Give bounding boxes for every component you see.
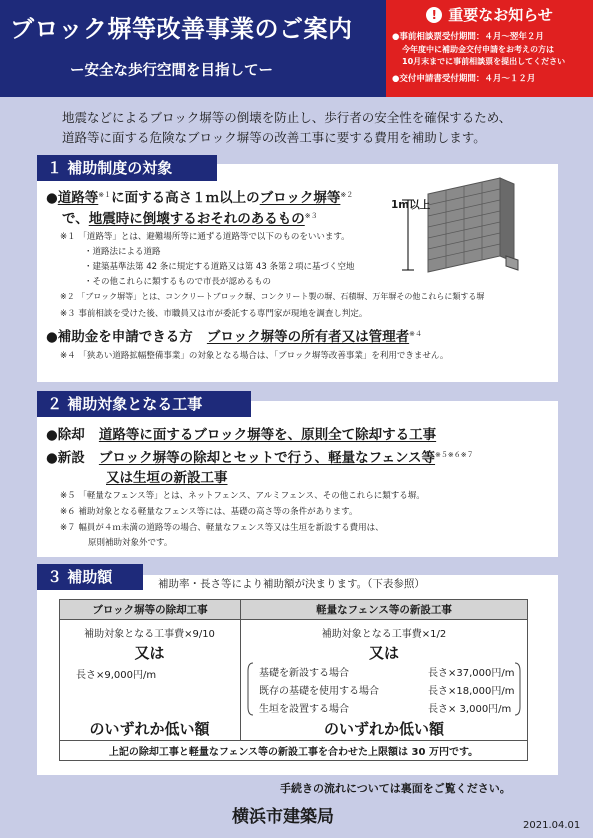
fence-existing-foundation-rate: 長さ×18,000円/m — [428, 686, 515, 697]
removal-lower: のいずれか低い額 — [89, 720, 210, 738]
section2-heading: ２ 補助対象となる工事 — [37, 391, 251, 417]
fence-hedge-rate: 長さ× 3,000円/m — [428, 704, 512, 715]
removal-or: 又は — [134, 644, 165, 662]
note-7: ※７ 幅員が４ｍ未満の道路等の場合、軽量なフェンス等又は生垣を新設する費用は、 — [60, 523, 384, 533]
important-notice-box — [386, 0, 593, 97]
subsidy-amount-table — [59, 599, 528, 761]
section3-lead: 補助率・長さ等により補助額が決まります。（下表参照） — [158, 578, 425, 590]
notice-note-1: 今年度中に補助金交付申請をお考えの方は — [402, 45, 554, 54]
eligible-applicant: ●補助金を申請できる方 ブロック塀等の所有者又は管理者$^{※4}$ — [46, 329, 422, 345]
fence-new-foundation-label: 基礎を新設する場合 — [259, 668, 349, 679]
note-7-cont: 原則補助対象外です。 — [88, 538, 173, 548]
new-work-line-2: 又は生垣の新設工事 — [106, 470, 228, 486]
fence-lower: のいずれか低い額 — [323, 720, 444, 738]
note-3: ※３ 事前相談を受けた後、市職員又は市が委託する専門家が現地を調査し判定。 — [60, 309, 368, 319]
page-subtitle: ー安全な歩行空間を目指してー — [70, 63, 273, 79]
intro-text: 地震などによるブロック塀等の倒壊を防止し、歩行者の安全性を確保するため、 道路等に面する危険なブロック塀等の改善工事に要する費用を補助します。 — [62, 110, 512, 145]
issue-date: 2021.04.01 — [523, 820, 581, 831]
note-1-item-b: ・建築基準法第 42 条に規定する道路又は第 43 条第２項に基づく空地 — [84, 262, 355, 272]
notice-title: ! 重要なお知らせ — [386, 4, 593, 25]
note-1-item-a: ・道路法による道路 — [84, 247, 161, 257]
removal-rate: 補助対象となる工事費×9/10 — [84, 629, 215, 640]
target-line-2: で、地震時に倒壊するおそれのあるもの$^{※3}$ — [62, 211, 318, 227]
fence-existing-foundation-label: 既存の基礎を使用する場合 — [259, 686, 379, 697]
note-4: ※４ 「狭あい道路拡幅整備事業」の対象となる場合は、「ブロック塀等改善事業」を利用できません。 — [60, 351, 449, 361]
new-work-line-1: ●新設 ブロック塀等の除却とセットで行う、軽量なフェンス等$^{※5※6※7}$ — [46, 450, 474, 466]
note-6: ※６ 補助対象となる軽量なフェンス等には、基礎の高さ等の条件があります。 — [60, 507, 358, 517]
col-removal-header: ブロック塀等の除却工事 — [60, 600, 241, 620]
page-title: ブロック塀等改善事業のご案内 — [10, 15, 353, 43]
removal-length-rate: 長さ×9,000円/m — [76, 670, 157, 681]
fence-rate: 補助対象となる工事費×1/2 — [321, 629, 447, 640]
note-1-item-c: ・その他これらに類するもので市長が認めるもの — [84, 277, 272, 287]
block-wall-illustration — [388, 174, 528, 286]
procedure-note: 手続きの流れについては裏面をご覧ください。 — [280, 782, 511, 795]
fence-hedge-label: 生垣を設置する場合 — [259, 704, 349, 715]
fence-or: 又は — [368, 644, 399, 662]
target-line-1: ●道路等$^{※1}$に面する高さ１ｍ以上のブロック塀等$^{※2}$ — [46, 190, 354, 206]
cap-note: 上記の除却工事と軽量なフェンス等の新設工事を合わせた上限額は 30 万円です。 — [60, 741, 528, 761]
fence-new-foundation-rate: 長さ×37,000円/m — [428, 668, 515, 679]
notice-application-period: ●交付申請書受付期間：４月〜１２月 — [392, 74, 536, 84]
notice-consult-period: ●事前相談票受付期間：４月〜翌年２月 — [392, 32, 544, 42]
section1-heading: １ 補助制度の対象 — [37, 155, 217, 181]
removal-cell — [60, 620, 241, 741]
note-5: ※５ 「軽量なフェンス等」とは、ネットフェンス、アルミフェンス、その他これらに類する塀。 — [60, 491, 425, 501]
section3-heading: ３ 補助額 — [37, 564, 143, 590]
note-1: ※１ 「道路等」とは、避難場所等に通ずる道路等で以下のものをいいます。 — [60, 232, 350, 242]
notice-note-2: 10月末までに事前相談票を提出してください — [402, 57, 566, 66]
fence-cell — [241, 620, 528, 741]
removal-work: ●除却 道路等に面するブロック塀等を、原則全て除却する工事 — [46, 427, 437, 443]
note-2: ※２ 「ブロック塀等」とは、コンクリートブロック塀、コンクリート製の塀、石積塀、万年塀その他これらに類する塀 — [60, 292, 485, 301]
warning-icon: ! — [426, 7, 442, 23]
issuer-name: 横浜市建築局 — [232, 807, 334, 827]
wall-height-label: 1m以上 — [391, 199, 431, 211]
col-fence-header: 軽量なフェンス等の新設工事 — [241, 600, 528, 620]
